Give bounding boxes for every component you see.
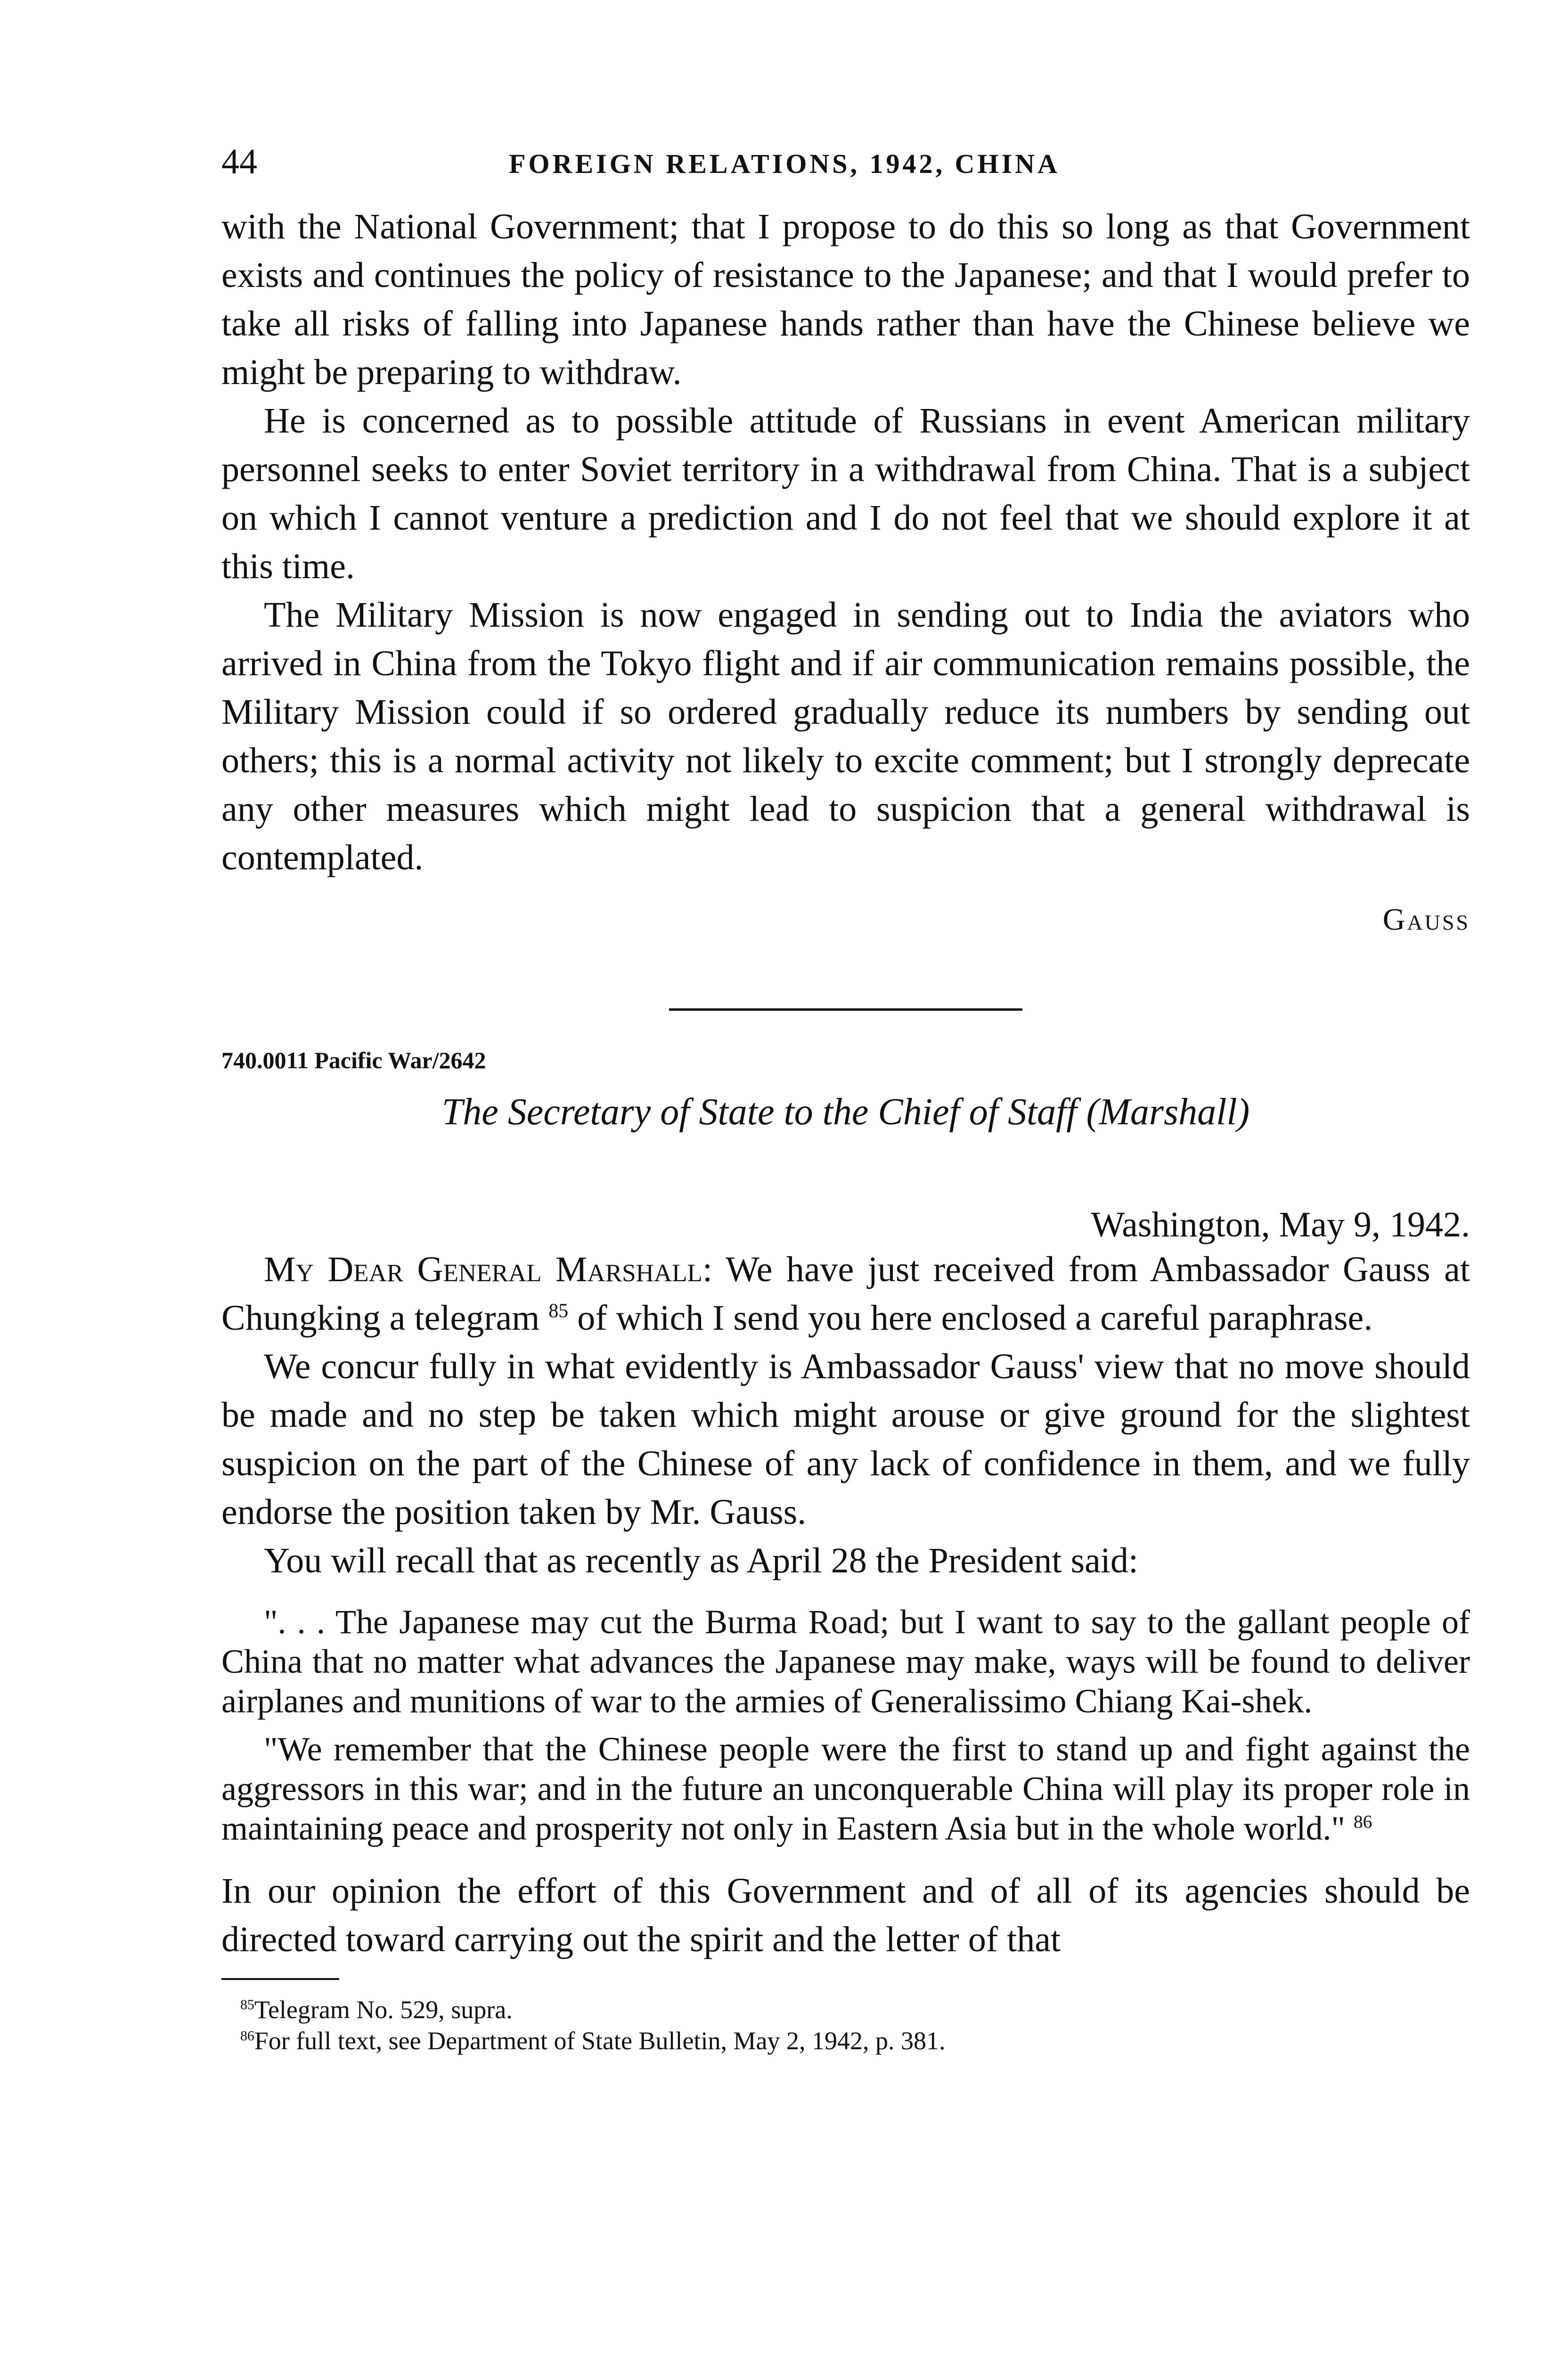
footnote-divider bbox=[221, 1978, 339, 1980]
file-number: 740.0011 Pacific War/2642 bbox=[221, 1047, 486, 1073]
letter-paragraph-1-text: We have just received from Ambassador Gauss at Chungking a telegram bbox=[221, 1250, 1470, 1338]
quote-paragraph-1: ". . . The Japanese may cut the Burma Road; but I want to say to the gallant people of China that no matter what advances the Japanese may make, ways will be found to deliver airplanes and munitions of war to the armies of Generalissimo Chiang Kai-shek. bbox=[221, 1603, 1470, 1720]
footnote-85 bbox=[240, 1994, 1470, 2025]
signature-gauss: Gauss bbox=[1382, 902, 1470, 937]
document-title: The Secretary of State to the Chief of Staff (Marshall) bbox=[441, 1091, 1250, 1133]
footnotes bbox=[221, 1994, 1470, 2056]
page-header bbox=[221, 141, 1470, 203]
footnote-86 bbox=[240, 2025, 1470, 2056]
letter-paragraph-4: In our opinion the effort of this Government and of all of its agencies should be directed toward carrying out the spirit and the letter of that bbox=[221, 1871, 1470, 1959]
telegram-paragraph-2: He is concerned as to possible attitude of Russians in event American military personnel seeks to enter Soviet territory in a withdrawal from China. That is a subject on which I cannot venture a prediction and I do not feel that we should explore it at this time. bbox=[221, 401, 1470, 586]
letter-paragraph-3: You will recall that as recently as April 28 the President said: bbox=[264, 1541, 1139, 1580]
footnote-86-marker: 86 bbox=[240, 2029, 254, 2044]
letter-paragraph-1-rest: of which I send you here enclosed a careful paraphrase. bbox=[568, 1298, 1373, 1338]
salutation: My Dear General Marshall: bbox=[264, 1250, 712, 1289]
running-head: FOREIGN RELATIONS, 1942, CHINA bbox=[509, 148, 1060, 179]
letter-paragraph-1 bbox=[221, 1245, 1470, 1342]
footnote-ref-85: 85 bbox=[548, 1300, 569, 1322]
telegram-paragraph-3: The Military Mission is now engaged in sending out to India the aviators who arrived in China from the Tokyo flight and if air communication remains possible, the Military Mission could if so ordered gradually reduce its numbers by sending out others; this is a normal activity not likely to excite comment; but I strongly deprecate any other measures which might lead to suspicion that a general withdrawal is contemplated. bbox=[221, 595, 1470, 877]
letter-paragraph-2: We concur fully in what evidently is Ambassador Gauss' view that no move should be made and no step be taken which might arouse or give ground for the slightest suspicion on the part of the Chinese of any lack of confidence in them, and we fully endorse the position taken by Mr. Gauss. bbox=[221, 1347, 1470, 1532]
section-divider bbox=[669, 1008, 1022, 1011]
telegram-paragraph-1: with the National Government; that I propose to do this so long as that Government exists and continues the policy of resistance to the Japanese; and that I would prefer to take all risks of falling into Japanese hands rather than have the Chinese believe we might be preparing to withdraw. bbox=[221, 207, 1470, 392]
page-number: 44 bbox=[221, 142, 257, 181]
quote-paragraph-2-text: "We remember that the Chinese people were the first to stand up and fight against the aggressors in this war; and in the future an unconquerable China will play its proper role in maintaining peace and prosperity not only in Eastern Asia but in the whole world." bbox=[221, 1730, 1470, 1847]
quote-paragraph-2 bbox=[221, 1729, 1470, 1848]
footnote-85-marker: 85 bbox=[240, 1997, 254, 2012]
footnote-85-text: Telegram No. 529, supra. bbox=[254, 1996, 513, 2024]
footnote-86-text: For full text, see Department of State Bulletin, May 2, 1942, p. 381. bbox=[254, 2027, 946, 2055]
dateline: Washington, May 9, 1942. bbox=[1091, 1205, 1470, 1244]
footnote-ref-86: 86 bbox=[1353, 1811, 1372, 1832]
page bbox=[221, 141, 1470, 2056]
